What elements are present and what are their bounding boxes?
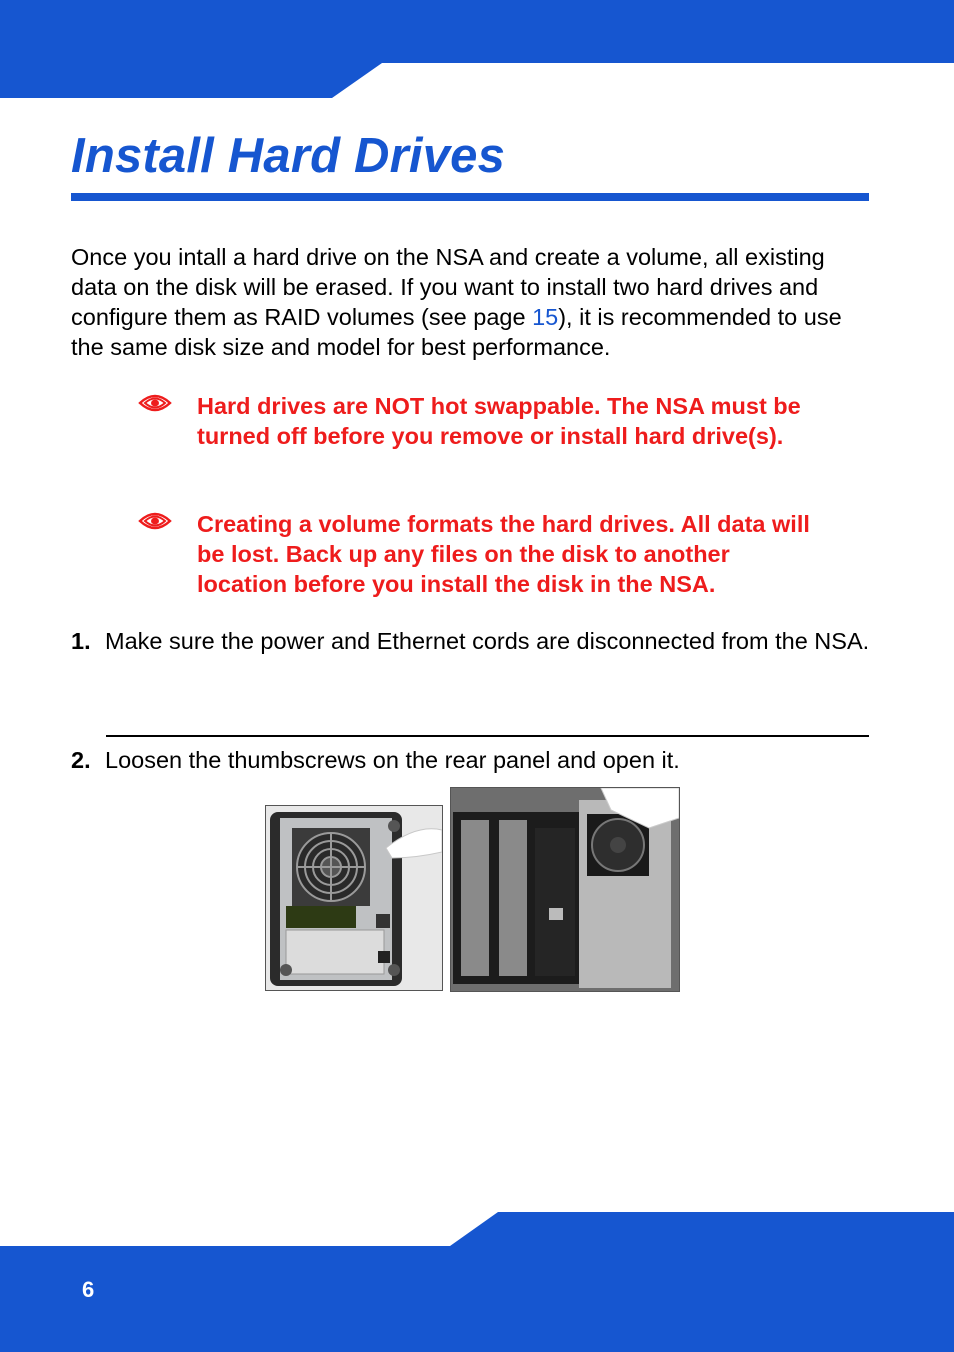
page-number: 6 xyxy=(82,1277,95,1302)
intro-paragraph xyxy=(71,242,871,362)
open-panel-photo xyxy=(450,787,680,992)
intro-text-end: ), it is recommended to use the same disk size and model for best performance. xyxy=(71,304,842,360)
rear-panel-photo xyxy=(265,805,443,991)
intro-text-start: Once you intall a hard drive on the NSA and create a volume, all existing data on the disk will be erased. If you want to install two hard drives and configure them as RAID volumes (see page xyxy=(71,244,825,330)
footer-band xyxy=(0,1210,954,1352)
eye-icon xyxy=(138,509,172,533)
page-link[interactable]: 15 xyxy=(532,304,559,330)
section-divider xyxy=(106,735,869,737)
warning-text: Hard drives are NOT hot swappable. The NSA must be turned off before you remove or install hard drive(s). xyxy=(197,393,801,449)
page-title: Install Hard Drives xyxy=(71,129,506,183)
warning-text: Creating a volume formats the hard drives. All data will be lost. Back up any files on the disk to another location before you install the disk in the NSA. xyxy=(197,511,810,597)
step-number: 2. xyxy=(71,747,91,773)
step-number: 1. xyxy=(71,628,91,654)
header-band xyxy=(0,0,954,98)
eye-icon xyxy=(138,391,172,415)
step-text: Make sure the power and Ethernet cords are disconnected from the NSA. xyxy=(105,628,870,654)
title-underline xyxy=(71,193,869,201)
step-text: Loosen the thumbscrews on the rear panel and open it. xyxy=(105,747,680,773)
